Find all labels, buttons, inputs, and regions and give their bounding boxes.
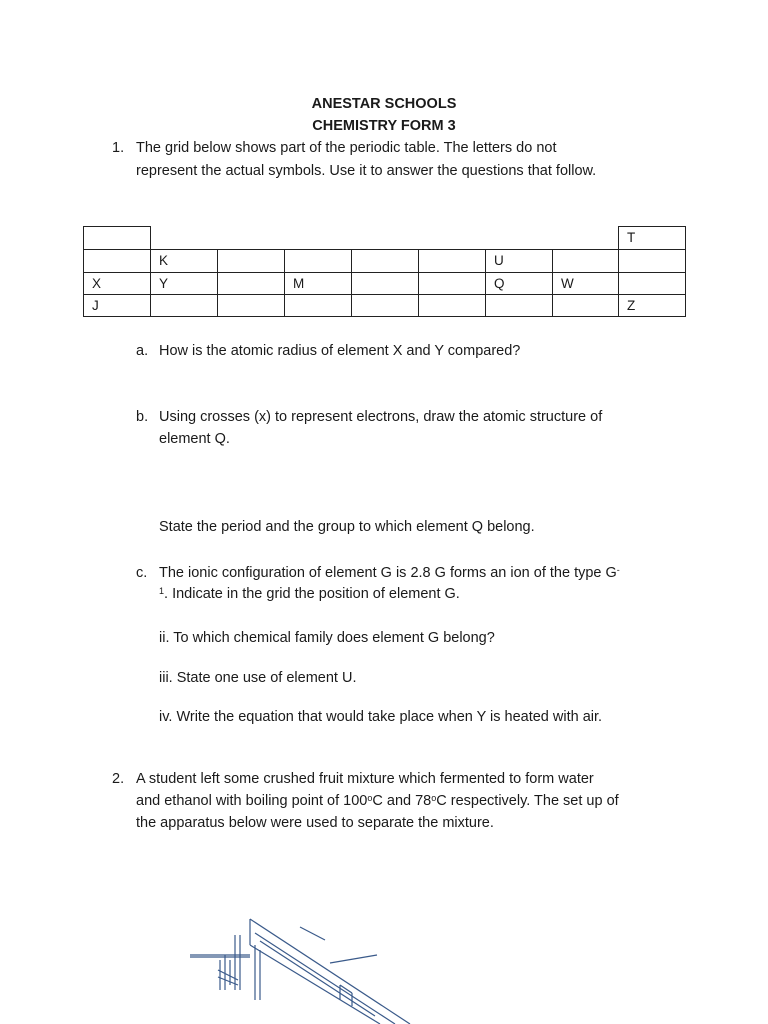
q1b-line2: element Q. [159,431,230,447]
grid-cell [284,294,352,317]
element-M: M [293,276,305,291]
grid-cell [217,294,285,317]
grid-cell [552,294,619,317]
grid-cell [351,272,419,295]
q1b-line1: Using crosses (x) to represent electrons, draw the atomic structure of [159,409,603,425]
q1c-line2 [159,586,460,602]
grid-cell [284,272,352,295]
grid-cell [485,249,553,273]
q1a-label: a. [136,343,149,359]
q2-line2-b: C and 78 [372,793,432,809]
element-Y: Y [159,276,169,291]
grid-cell [552,272,619,295]
q2-line1: A student left some crushed fruit mixture which fermented to form water [136,771,594,787]
condenser-outer-top [250,919,410,1024]
grid-cell [83,272,151,295]
question-1-intro-line1: The grid below shows part of the periodic table. The letters do not [136,140,557,156]
distillation-apparatus-diagram [180,905,440,1024]
q1c-line2-superscript: 1 [159,586,165,596]
question-2-number: 2. [112,771,125,787]
grid-cell [552,249,619,273]
q1c-line2-text: . Indicate in the grid the position of element G. [164,586,460,602]
grid-cell [217,272,285,295]
grid-cell-p1-last [618,226,686,250]
grid-cell [217,249,285,273]
grid-cell [418,294,486,317]
q2-line2-a: and ethanol with boiling point of 100 [136,793,368,809]
grid-cell [618,249,686,273]
grid-cell [618,272,686,295]
grid-cell [150,294,218,317]
question-1-number: 1. [112,140,125,156]
element-K: K [159,253,169,268]
q2-line3: the apparatus below were used to separate the mixture. [136,815,494,831]
grid-cell-p1-g1 [83,226,151,250]
q1c-iii: iii. State one use of element U. [159,670,357,686]
element-X: X [92,276,102,291]
q1c-iv: iv. Write the equation that would take place when Y is heated with air. [159,709,603,725]
element-U: U [494,253,504,268]
q1a-text: How is the atomic radius of element X and Y compared? [159,343,521,359]
q1c-ii: ii. To which chemical family does element G belong? [159,630,495,646]
grid-cell [418,272,486,295]
degree-mark-1: o [367,793,373,803]
grid-body [83,249,686,317]
element-Q: Q [494,276,505,291]
grid-cell [150,272,218,295]
grid-cell [418,249,486,273]
q2-line2 [136,793,619,809]
q1b-label: b. [136,409,149,425]
periodic-table-grid [83,226,686,317]
grid-cell [83,294,151,317]
q1c-line1-text: The ionic configuration of element G is 2.8 G forms an ion of the type G [159,565,617,581]
subject-title: CHEMISTRY FORM 3 [312,118,456,134]
school-name: ANESTAR SCHOOLS [311,96,457,112]
q1c-label: c. [136,565,148,581]
q1b-followup: State the period and the group to which element Q belong. [159,519,535,535]
grid-cell [150,249,218,273]
grid-cell [618,294,686,317]
q2-line2-c: C respectively. The set up of [436,793,619,809]
question-1-intro-line2: represent the actual symbols. Use it to answer the questions that follow. [136,163,597,179]
grid-cell [351,249,419,273]
degree-mark-2: o [431,793,437,803]
grid-cell [351,294,419,317]
grid-cell [485,272,553,295]
element-W: W [561,276,574,291]
element-Z: Z [627,298,636,313]
q1c-line1 [159,565,620,581]
grid-cell [83,249,151,273]
element-T: T [627,230,636,245]
grid-cell [284,249,352,273]
grid-cell [485,294,553,317]
element-J: J [92,298,99,313]
q1c-line1-superscript: - [616,565,620,575]
